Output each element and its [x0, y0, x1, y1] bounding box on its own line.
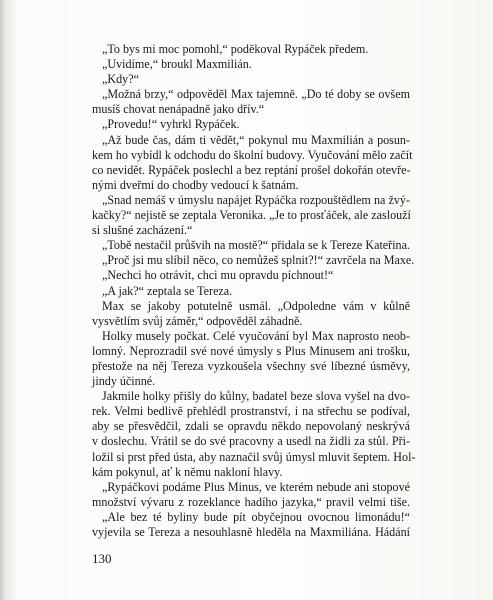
text-line: „Provedu!“ vyhrkl Rypáček. — [102, 117, 240, 132]
body-text — [92, 42, 416, 540]
text-line: ložil si prst před ústa, aby naznačil svůj úmysl mluvit šeptem. Hol- — [92, 449, 416, 464]
text-line: si slušné zacházení.“ — [92, 223, 193, 238]
text-line: „A jak?“ zeptala se Tereza. — [102, 283, 233, 298]
text-line: „Až bude čas, dám ti vědět,“ pokynul mu Maxmilián a posun- — [102, 132, 410, 147]
text-line: jindy účinné. — [92, 374, 156, 389]
text-line: v doslechu. Vrátil se do své pracovny a usedl na židli za stůl. Při- — [92, 434, 410, 449]
text-line: Jakmile holky přišly do kůlny, badatel beze slova vyšel na dvo- — [102, 389, 410, 404]
text-line: přestože na něj Tereza vyzkoušela všechny své líbezné úsměvy, — [92, 358, 410, 373]
text-line: Max se jakoby potutelně usmál. „Odpoledne vám v kůlně — [102, 298, 410, 313]
text-line: „Rypáčkovi podáme Plus Minus, ve kterém nebude ani stopové — [102, 479, 410, 494]
text-line: kem ho vybídl k odchodu do školní budovy. Vyučování mělo začít — [92, 147, 413, 162]
text-line: musíš chovat nenápadně jako dřív.“ — [92, 102, 265, 117]
text-line: aby se přesvědčil, zdali se opravdu někdo nepovolaný neskrývá — [92, 419, 410, 434]
text-line: kám pokynul, ať k němu nakloní hlavy. — [92, 464, 283, 479]
text-line: kačky?“ nejistě se zeptala Veronika. „Je to prosťáček, ale zaslouží — [92, 208, 411, 223]
text-line: „Uvidíme,“ broukl Maxmilián. — [102, 57, 252, 72]
text-line: nými dveřmi do chodby vedoucí k šatnám. — [92, 177, 299, 192]
text-line: „Ale bez té byliny bude pít obyčejnou ovocnou limonádu!“ — [102, 509, 410, 524]
text-line: „Proč jsi mu slíbil něco, co nemůžeš splnit?!“ zavrčela na Maxe. — [102, 253, 415, 268]
text-line: množství vývaru z rozeklance hadího jazyka,“ pravil velmi tiše. — [92, 494, 410, 509]
text-line: „Tobě nestačil průšvih na mostě?“ přidala se k Tereze Kateřina. — [102, 238, 410, 253]
page-number: 130 — [92, 551, 112, 566]
text-line: lomný. Neprozradil své nové úmysly s Plus Minusem ani trošku, — [92, 343, 410, 358]
text-line: vyjevila se Tereza a nesouhlasně hleděla na Maxmiliána. Hádání — [92, 525, 410, 539]
text-line: Holky musely počkat. Celé vyučování byl Max naprosto neob- — [102, 328, 410, 343]
text-line: „Možná brzy,“ odpověděl Max tajemně. „Do té doby se ovšem — [102, 87, 410, 102]
text-line: „Kdy?“ — [102, 72, 139, 87]
text-line: vysvětlím svůj záměr,“ odpověděl záhadně. — [92, 313, 303, 328]
text-line: „To bys mi moc pomohl,“ poděkoval Rypáček předem. — [102, 42, 369, 56]
text-line: „Nechci ho otrávit, chci mu opravdu píchnout!“ — [102, 268, 334, 283]
text-line: rek. Velmi bedlivě přehlédl prostranství, i na střechu se podíval, — [92, 404, 410, 419]
text-line: „Snad nemáš v úmyslu napájet Rypáčka rozpouštědlem na žvý- — [102, 192, 410, 207]
text-line: co nevidět. Rypáček poslechl a bez reptání prošel dokořán otevře- — [92, 162, 411, 177]
